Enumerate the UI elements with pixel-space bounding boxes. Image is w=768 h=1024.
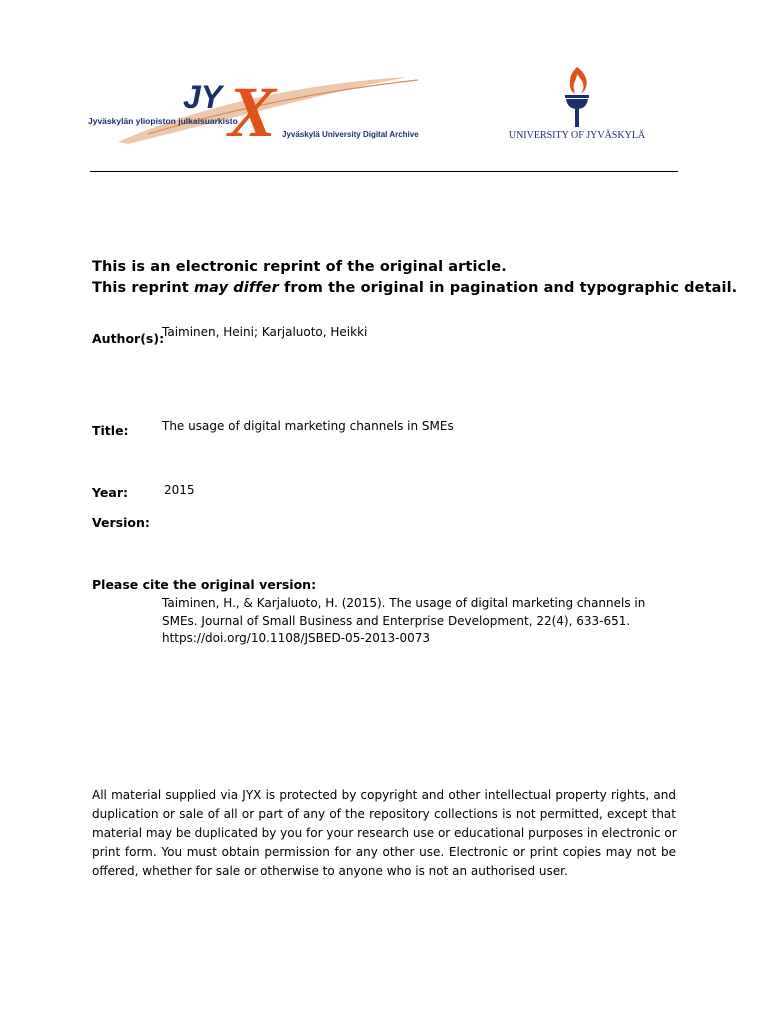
intro-line-2-emphasis: may differ <box>193 280 279 296</box>
torch-icon <box>565 67 589 127</box>
intro-line-2 <box>92 280 737 296</box>
jyx-mark-x: X <box>228 72 277 148</box>
citation-doi[interactable]: https://doi.org/10.1108/JSBED-05-2013-0073 <box>162 631 431 645</box>
year-value: 2015 <box>164 483 195 497</box>
version-label: Version: <box>92 515 150 530</box>
jyx-logo <box>88 62 433 148</box>
intro-line-2-before: This reprint <box>92 280 194 296</box>
university-name: UNIVERSITY OF JYVÄSKYLÄ <box>508 130 646 141</box>
citation-heading: Please cite the original version: <box>92 577 317 592</box>
notice-line-2: duplication or sale of all or part of any of the repository collections is not permitted, except that <box>92 807 676 821</box>
notice-line-1: All material supplied via JYX is protected by copyright and other intellectual property rights, and <box>92 788 676 802</box>
notice-line-4: print form. You must obtain permission for any other use. Electronic or print copies may not be <box>92 845 676 859</box>
jyx-right-text: Jyväskylä University Digital Archive <box>282 130 419 139</box>
jyx-mark: JY <box>183 79 223 115</box>
title-value: The usage of digital marketing channels in SMEs <box>162 419 454 433</box>
authors-value: Taiminen, Heini; Karjaluoto, Heikki <box>162 325 368 339</box>
header-divider <box>90 171 678 172</box>
year-label: Year: <box>92 485 128 500</box>
university-logo <box>505 62 650 148</box>
notice-line-5: offered, whether for sale or otherwise to anyone who is not an authorised user. <box>92 864 568 878</box>
citation-line-2: SMEs. Journal of Small Business and Enterprise Development, 22(4), 633-651. <box>162 614 631 628</box>
citation-line-1: Taiminen, H., & Karjaluoto, H. (2015). The usage of digital marketing channels in <box>162 596 646 610</box>
title-label: Title: <box>92 423 129 438</box>
copyright-notice <box>92 786 676 881</box>
jyx-left-text: Jyväskylän yliopiston julkaisuarkisto <box>88 116 238 126</box>
intro-line-1: This is an electronic reprint of the original article. <box>92 259 507 275</box>
notice-line-3: material may be duplicated by you for your research use or educational purposes in electronic or <box>92 826 677 840</box>
authors-label: Author(s): <box>92 331 165 346</box>
intro-line-2-after: from the original in pagination and typographic detail. <box>278 280 738 296</box>
